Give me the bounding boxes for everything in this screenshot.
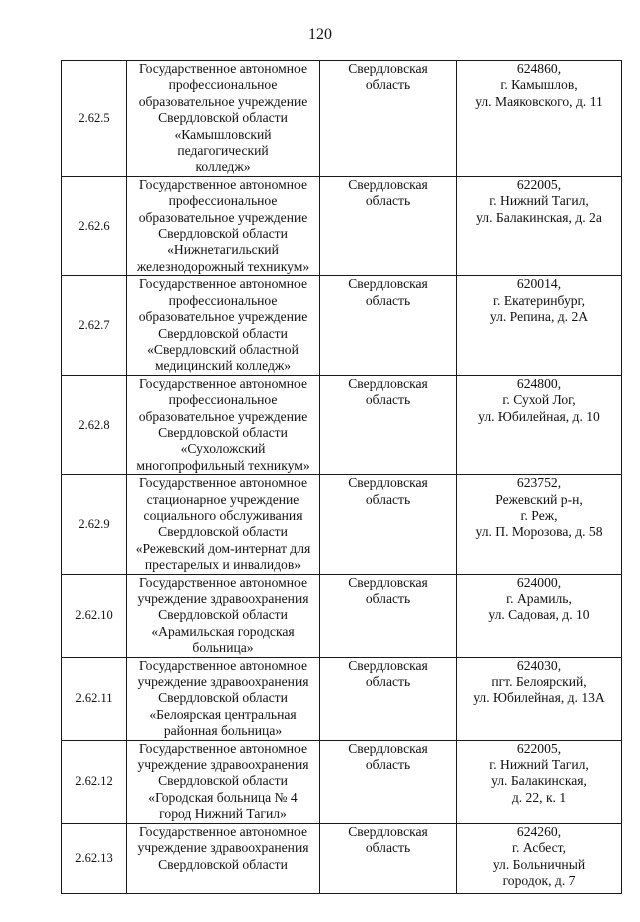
address [457, 823, 622, 893]
region-line: область [365, 392, 411, 408]
organization-name [127, 375, 320, 474]
organization-name-line: колледж» [195, 159, 251, 175]
region-line: Свердловская [348, 176, 428, 192]
address [457, 176, 622, 275]
organization-name-line: город Нижний Тагил» [159, 806, 287, 822]
address [457, 740, 622, 823]
organization-name-line: профессиональное [168, 77, 278, 93]
address-line: 624800, [516, 375, 562, 391]
organization-name-line: Государственное автономное [139, 657, 307, 673]
region-line: Свердловская [348, 740, 428, 756]
row-number: 2.62.13 [62, 823, 127, 893]
table-row [62, 276, 622, 375]
organization-name-line: Государственное автономное [139, 61, 307, 76]
region [320, 574, 457, 657]
region [320, 823, 457, 893]
organization-name [127, 574, 320, 657]
organization-name-line: Государственное автономное [139, 574, 307, 590]
organization-name-line: учреждение здравоохранения [137, 674, 309, 690]
table-row [62, 657, 622, 740]
address-line: ул. Юбилейная, д. 10 [478, 408, 600, 424]
row-number: 2.62.8 [62, 375, 127, 474]
address-line: ул. Балакинская, д. 2а [476, 209, 602, 225]
address-line: ул. Маяковского, д. 11 [475, 93, 603, 109]
address-line: ул. Садовая, д. 10 [488, 607, 590, 623]
organization-name-line: образовательное учреждение [138, 309, 308, 325]
region-line: Свердловская [348, 475, 428, 491]
address-line: 624000, [516, 574, 562, 590]
address-line: ул. Балакинская, [491, 773, 587, 789]
address [457, 276, 622, 375]
organization-name-line: Свердловской области [158, 607, 288, 623]
address-line: 624260, [516, 823, 562, 839]
row-number: 2.62.5 [62, 61, 127, 177]
table-row [62, 176, 622, 275]
address-line: ул. Репина, д. 2А [489, 309, 589, 325]
region-line: Свердловская [348, 823, 428, 839]
organization-name-line: «Режевский дом-интернат для [135, 540, 311, 556]
address-line: пгт. Белоярский, [491, 674, 587, 690]
organization-name-line: Государственное автономное [139, 276, 307, 292]
organization-name-line: Свердловской области [158, 226, 288, 242]
organization-name-line: профессиональное [168, 392, 278, 408]
table-row [62, 823, 622, 893]
organization-name-line: медицинский колледж» [154, 358, 292, 374]
address [457, 375, 622, 474]
organization-name-line: Свердловской области [158, 856, 288, 872]
table-row [62, 61, 622, 177]
organization-name-line: многопрофильный техникум» [136, 457, 310, 473]
organization-name-line: «Свердловский областной [147, 341, 299, 357]
organization-name-line: профессиональное [168, 292, 278, 308]
region [320, 375, 457, 474]
organization-name-line: образовательное учреждение [138, 408, 308, 424]
region-line: Свердловская [348, 657, 428, 673]
organization-name-line: Свердловской области [158, 325, 288, 341]
table-row [62, 740, 622, 823]
address-line: Режевский р-н, [495, 491, 583, 507]
address-line: г. Камышлов, [500, 77, 578, 93]
region [320, 61, 457, 177]
page-number: 120 [308, 26, 332, 43]
organization-name-line: Свердловской области [158, 524, 288, 540]
address-line: 624860, [516, 61, 562, 76]
organization-name-line: «Нижнетагильский [167, 242, 279, 258]
region [320, 657, 457, 740]
region-line: область [365, 491, 411, 507]
table-row [62, 475, 622, 574]
organization-name [127, 475, 320, 574]
address-line: 622005, [516, 176, 562, 192]
address [457, 475, 622, 574]
organization-name-line: социального обслуживания [143, 507, 303, 523]
address-line: г. Арамиль, [506, 591, 572, 606]
address-line: 620014, [516, 276, 562, 292]
region-line: Свердловская [348, 276, 428, 292]
table-row [62, 574, 622, 657]
organization-name [127, 740, 320, 823]
organization-name-line: «Белоярская центральная [149, 706, 297, 722]
region-line: область [365, 757, 411, 773]
region-line: область [365, 77, 411, 93]
organization-name-line: Свердловской области [158, 110, 288, 126]
address-line: г. Сухой Лог, [502, 392, 576, 408]
region-line: Свердловская [348, 61, 428, 76]
region [320, 176, 457, 275]
organization-name-line: Государственное автономное [139, 475, 307, 491]
organization-name-line: железнодорожный техникум» [136, 258, 310, 274]
organization-name-line: Свердловской области [158, 424, 288, 440]
address-line: г. Асбест, [512, 840, 566, 856]
region [320, 276, 457, 375]
region-line: Свердловская [348, 574, 428, 590]
row-number: 2.62.6 [62, 176, 127, 275]
address-line: ул. Юбилейная, д. 13А [473, 690, 605, 706]
region-line: область [365, 674, 411, 690]
region-line: область [365, 840, 411, 856]
organization-name [127, 176, 320, 275]
organization-name-line: «Сухоложский [180, 441, 266, 457]
organization-name-line: «Камышловский педагогический [174, 126, 272, 159]
address [457, 657, 622, 740]
organization-name [127, 823, 320, 893]
organization-name-line: учреждение здравоохранения [137, 840, 309, 856]
organization-name-line: Свердловской области [158, 773, 288, 789]
organization-name-line: стационарное учреждение [146, 491, 300, 507]
row-number: 2.62.7 [62, 276, 127, 375]
region-line: Свердловская [348, 375, 428, 391]
organization-name [127, 276, 320, 375]
address-line: г. Екатеринбург, [493, 292, 585, 308]
row-number: 2.62.9 [62, 475, 127, 574]
table-row [62, 375, 622, 474]
organization-name-line: профессиональное [168, 193, 278, 209]
row-number: 2.62.10 [62, 574, 127, 657]
address-line: ул. Больничный [492, 856, 586, 872]
organization-name-line: образовательное учреждение [138, 209, 308, 225]
address-line: ул. П. Морозова, д. 58 [475, 524, 603, 540]
row-number: 2.62.11 [62, 657, 127, 740]
organization-name-line: «Арамильская городская [151, 623, 295, 639]
table-body [62, 61, 622, 894]
organization-name-line: районная больница» [163, 723, 283, 739]
organization-name-line: образовательное учреждение [138, 93, 308, 109]
address-line: городок, д. 7 [502, 872, 576, 888]
organization-name-line: учреждение здравоохранения [137, 591, 309, 606]
address-line: г. Нижний Тагил, [489, 193, 589, 209]
address-line: 623752, [516, 475, 562, 491]
region-line: область [365, 193, 411, 209]
region [320, 740, 457, 823]
organization-name-line: Государственное автономное [139, 375, 307, 391]
address-line: д. 22, к. 1 [511, 789, 567, 805]
address-line: 622005, [516, 740, 562, 756]
organizations-table [61, 60, 622, 894]
organization-name-line: Государственное автономное [139, 176, 307, 192]
organization-name-line: «Городская больница № 4 [148, 789, 298, 805]
address-line: г. Реж, [520, 507, 558, 523]
region [320, 475, 457, 574]
address [457, 574, 622, 657]
region-line: область [365, 292, 411, 308]
organization-name-line: Свердловской области [158, 690, 288, 706]
row-number: 2.62.12 [62, 740, 127, 823]
address-line: г. Нижний Тагил, [489, 757, 589, 773]
region-line: область [365, 591, 411, 606]
organization-name-line: престарелых и инвалидов» [144, 557, 302, 573]
organization-name [127, 657, 320, 740]
address-line: 624030, [516, 657, 562, 673]
organization-name-line: Государственное автономное [139, 740, 307, 756]
organization-name-line: Государственное автономное [139, 823, 307, 839]
address [457, 61, 622, 177]
organization-name [127, 61, 320, 177]
organization-name-line: больница» [192, 640, 254, 656]
organization-name-line: учреждение здравоохранения [137, 757, 309, 773]
